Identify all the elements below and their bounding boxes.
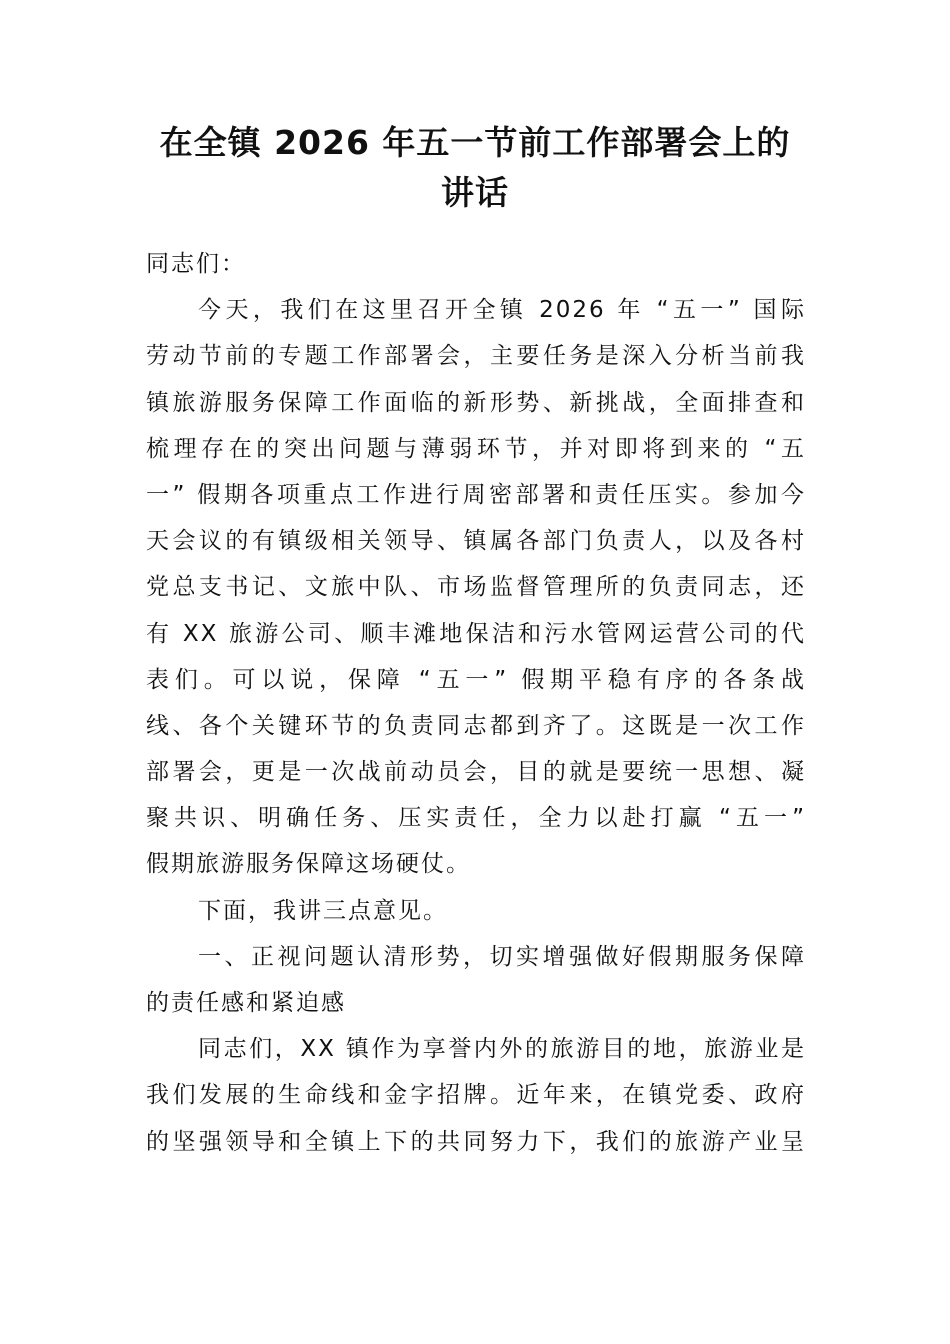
title-line: 在全镇 2026 年五一节前工作部署会上的 [159, 123, 791, 162]
paragraph-line: 表们。可以说，保障 “五一” 假期平稳有序的各条战 [146, 666, 806, 693]
paragraph-line: 天会议的有镇级相关领导、镇属各部门负责人，以及各村 [146, 528, 806, 555]
title-line: 讲话 [441, 173, 509, 212]
paragraph-line: 镇旅游服务保障工作面临的新形势、新挑战，全面排查和 [146, 389, 806, 416]
paragraph-line: 同志们，XX 镇作为享誉内外的旅游目的地，旅游业是 [198, 1036, 806, 1063]
paragraph-line: 下面，我讲三点意见。 [198, 897, 448, 924]
paragraph-line: 的坚强领导和全镇上下的共同努力下，我们的旅游产业呈 [146, 1128, 806, 1155]
paragraph-line: 聚共识、明确任务、压实责任，全力以赴打赢 “五一” [146, 805, 806, 832]
paragraph-line: 梳理存在的突出问题与薄弱环节，并对即将到来的 “五 [146, 435, 806, 462]
document-title [120, 118, 830, 218]
paragraph-line: 今天，我们在这里召开全镇 2026 年 “五一” 国际 [198, 297, 806, 324]
paragraph-line: 一” 假期各项重点工作进行周密部署和责任压实。参加今 [146, 481, 806, 508]
paragraph-line: 党总支书记、文旅中队、市场监督管理所的负责同志，还 [146, 574, 806, 601]
paragraph-line: 有 XX 旅游公司、顺丰滩地保洁和污水管网运营公司的代 [146, 620, 806, 647]
paragraph-line: 假期旅游服务保障这场硬仗。 [146, 851, 471, 878]
salutation: 同志们： [146, 251, 246, 277]
paragraph-line: 线、各个关键环节的负责同志都到齐了。这既是一次工作 [146, 712, 806, 739]
paragraph-line: 我们发展的生命线和金字招牌。近年来，在镇党委、政府 [146, 1082, 806, 1109]
section-heading-line: 的责任感和紧迫感 [146, 990, 346, 1016]
document-body [146, 241, 806, 1165]
paragraph-line: 劳动节前的专题工作部署会，主要任务是深入分析当前我 [146, 343, 806, 370]
paragraph-line: 部署会，更是一次战前动员会，目的就是要统一思想、凝 [146, 759, 806, 786]
section-heading-line: 一、正视问题认清形势，切实增强做好假期服务保障 [198, 943, 806, 970]
